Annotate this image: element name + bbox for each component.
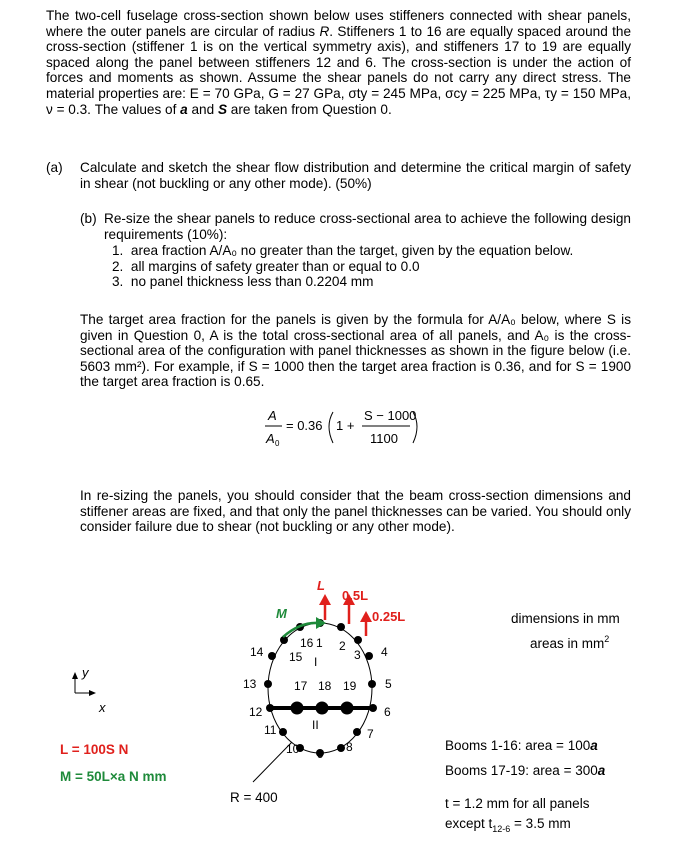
boom-19 xyxy=(341,702,354,715)
resize-paragraph: In re-sizing the panels, you should consider that the beam cross-section dimensions and stiffener areas are fixed, and that only the panel thicknesses can be varied. You should only consider failure due to shear (not buckling or any other mode). xyxy=(80,488,631,535)
boom-label-12: 12 xyxy=(249,705,263,719)
boom-label-6: 6 xyxy=(384,705,391,719)
boom-2 xyxy=(337,623,345,631)
boom-label-13: 13 xyxy=(243,677,257,691)
areas-note: areas in $mm^2$ xyxy=(530,634,610,651)
y-axis-arrow xyxy=(72,672,78,679)
thickness-note-2: except $t_{12-6} = 3.5$ mm xyxy=(445,816,571,834)
intro-text-1: The two-cell fuselage cross-section shown below uses stiffeners connected with shear panels, where the outer panels are circular of radius xyxy=(46,8,631,39)
load-025L-label: 0.25L xyxy=(372,609,406,624)
eq-one: 1 + xyxy=(336,418,355,433)
moment-M-label: M xyxy=(276,606,287,621)
eq-coef: = 0.36 xyxy=(286,418,323,433)
intro-paragraph xyxy=(46,8,631,117)
boom-18 xyxy=(316,702,329,715)
axis-x-label: x xyxy=(99,700,106,715)
requirement-2: 2. all margins of safety greater than or equal to 0.0 xyxy=(112,258,420,274)
requirement-3: 3. no panel thickness less than 0.2204 mm xyxy=(112,274,374,290)
load-L-label: L xyxy=(317,578,325,593)
eq-num: S − 1000 xyxy=(364,408,417,423)
axis-y-label: y xyxy=(82,665,89,680)
boom-label-17: 17 xyxy=(294,679,308,693)
boom-label-16: 16 xyxy=(300,636,314,650)
part-a-text: Calculate and sketch the shear flow distribution and determine the critical margin of safety in shear (not buckling or any other mode). (50%) xyxy=(80,160,631,191)
dimensions-note: dimensions in mm xyxy=(511,611,620,626)
boom-7 xyxy=(353,728,361,736)
intro-and: and xyxy=(187,101,218,117)
part-b-text: Re-size the shear panels to reduce cross-sectional area to achieve the following design requirements (10%): xyxy=(104,211,631,242)
intro-text-4: are taken from Question 0. xyxy=(227,101,392,117)
radius-label: R = 400 xyxy=(230,790,278,805)
boom-17 xyxy=(291,702,304,715)
boom-label-8: 8 xyxy=(346,740,353,754)
boom-label-14: 14 xyxy=(250,645,264,659)
M-definition: M = 50L×a N mm xyxy=(60,769,167,784)
thickness-note-1: t = 1.2 mm for all panels xyxy=(445,796,590,811)
arrow-L-head xyxy=(319,594,331,605)
fuselage-cross-section-figure xyxy=(0,560,692,845)
requirement-1: 1. area fraction A/A₀ no greater than the target, given by the equation below. xyxy=(112,243,574,258)
boom-label-7: 7 xyxy=(367,727,374,741)
load-05L-label: 0.5L xyxy=(342,588,369,603)
boom-label-5: 5 xyxy=(385,677,392,691)
boom-label-15: 15 xyxy=(289,650,303,664)
boom-14 xyxy=(268,652,276,660)
cell-II-label: II xyxy=(312,718,319,732)
boom-3 xyxy=(354,636,362,644)
L-definition: L = 100S N xyxy=(60,742,129,757)
intro-a: a xyxy=(180,101,188,117)
cell-I-label: I xyxy=(314,655,318,669)
booms-1-16-area: Booms 1-16: area = 100a xyxy=(445,738,598,753)
boom-label-2: 2 xyxy=(339,639,346,653)
intro-R: R xyxy=(319,23,330,39)
intro-text-2: . Stiffeners 1 to 16 are equally spaced around the cross-section (stiffener 1 is on the vertical symmetry axis), and stiffeners 17 to 19 are equally spaced along the panel between stiffeners 12 and 6. The cross-section is under the action of forces and moments as shown. Assume the shear panels do not carry any direct stress. The material properties are: xyxy=(46,23,631,101)
boom-label-10: 10 xyxy=(286,742,300,756)
requirement-list xyxy=(112,243,632,290)
area-fraction-equation xyxy=(262,405,462,455)
eq-A: A xyxy=(268,408,277,423)
boom-label-11: 11 xyxy=(264,723,277,737)
eq-A0: A xyxy=(266,431,275,446)
booms-17-19-area: Booms 17-19: area = 300a xyxy=(445,763,606,778)
boom-13 xyxy=(264,680,272,688)
x-axis-arrow xyxy=(89,690,96,696)
material-properties: E = 70 GPa, G = 27 GPa, σty = 245 MPa, σcy = 225 MPa, τy = 150 MPa, ν = 0.3. xyxy=(46,85,631,117)
boom-label-1: 1 xyxy=(316,636,323,650)
eq-A0-sub: 0 xyxy=(275,439,280,448)
boom-11 xyxy=(279,728,287,736)
boom-label-3: 3 xyxy=(354,648,361,662)
boom-6 xyxy=(369,704,377,712)
boom-label-4: 4 xyxy=(381,645,388,659)
part-a-label: (a) xyxy=(46,160,63,175)
part-b-label: (b) xyxy=(80,211,97,226)
intro-text-3: The values of xyxy=(90,101,181,117)
equation-graphic xyxy=(262,405,462,455)
boom-label-19: 19 xyxy=(343,679,357,693)
boom-8 xyxy=(337,744,345,752)
boom-label-9: 9 xyxy=(317,747,324,761)
arrow-025L-head xyxy=(360,611,372,622)
target-area-paragraph: The target area fraction for the panels is given by the formula for A/A₀ below, where S is given in Question 0, A is the total cross-sectional area of all panels, and A₀ is the cross-sectional area of the configuration with panel thicknesses as shown in the figure below (i.e. 5603 mm²). For example, if S = 1000 then the target area fraction is 0.36, and for S = 1900 the target area fraction is 0.65. xyxy=(80,312,631,390)
boom-5 xyxy=(368,680,376,688)
boom-4 xyxy=(365,652,373,660)
boom-label-18: 18 xyxy=(318,679,332,693)
intro-S: S xyxy=(217,101,228,117)
eq-den: 1100 xyxy=(370,431,398,446)
boom-12 xyxy=(266,704,274,712)
